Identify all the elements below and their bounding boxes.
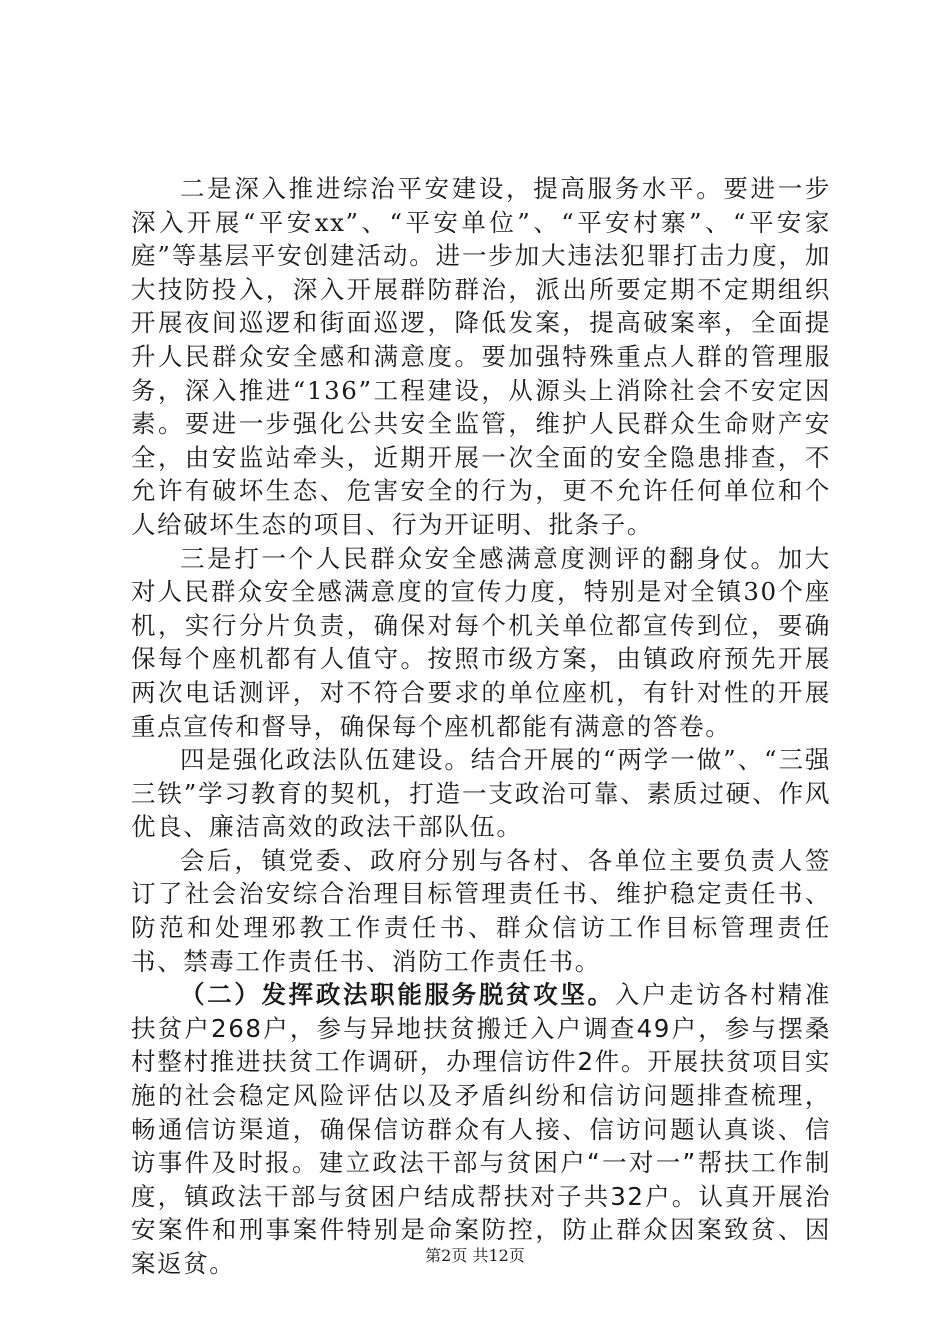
paragraph-meeting: 会后，镇党委、政府分别与各村、各单位主要负责人签订了社会治安综合治理目标管理责任书、维护稳定责任书、防范和处理邪教工作责任书、群众信访工作目标管理责任书、禁毒工作责任书、消防工作责任书。	[131, 845, 831, 976]
paragraph-2: 二是深入推进综治平安建设，提高服务水平。要进一步深入开展“平安xx”、“平安单位”、“平安村寨”、“平安家庭”等基层平安创建活动。进一步加大违法犯罪打击力度，加大技防投入，深入开展群防群治，派出所要定期不定期组织开展夜间巡逻和街面巡逻，降低发案，提高破案率，全面提升人民群众安全感和满意度。要加强特殊重点人群的管理服务，深入推进“136”工程建设，从源头上消除社会不安定因素。要进一步强化公共安全监管，维护人民群众生命财产安全，由安监站牵头，近期开展一次全面的安全隐患排查，不允许有破坏生态、危害安全的行为，更不允许任何单位和个人给破坏生态的项目、行为开证明、批条子。	[131, 174, 831, 539]
section-paragraph	[131, 978, 831, 1280]
section-heading: （二）发挥政法职能服务脱贫攻坚。	[180, 980, 615, 1010]
document-body	[131, 172, 831, 1281]
section-body: 入户走访各村精准扶贫户268户，参与异地扶贫搬迁入户调查49户，参与摆桑村整村推进扶贫工作调研，办理信访件2件。开展扶贫项目实施的社会稳定风险评估以及矛盾纠纷和信访问题排查梳理，畅通信访渠道，确保信访群众有人接、信访问题认真谈、信访事件及时报。建立政法干部与贫困户“一对一”帮扶工作制度，镇政法干部与贫困户结成帮扶对子共32户。认真开展治安案件和刑事案件特别是命案防控，防止群众因案致贫、因案返贫。	[131, 980, 831, 1278]
paragraph-4: 四是强化政法队伍建设。结合开展的“两学一做”、“三强三铁”学习教育的契机，打造一支政治可靠、素质过硬、作风优良、廉洁高效的政法干部队伍。	[131, 745, 831, 842]
paragraph-3: 三是打一个人民群众安全感满意度测评的翻身仗。加大对人民群众安全感满意度的宣传力度，特别是对全镇30个座机，实行分片负责，确保对每个机关单位都宣传到位，要确保每个座机都有人值守。按照市级方案，由镇政府预先开展两次电话测评，对不符合要求的单位座机，有针对性的开展重点宣传和督导，确保每个座机都能有满意的答卷。	[131, 543, 831, 741]
page-footer: 第2页 共12页	[425, 1246, 525, 1265]
